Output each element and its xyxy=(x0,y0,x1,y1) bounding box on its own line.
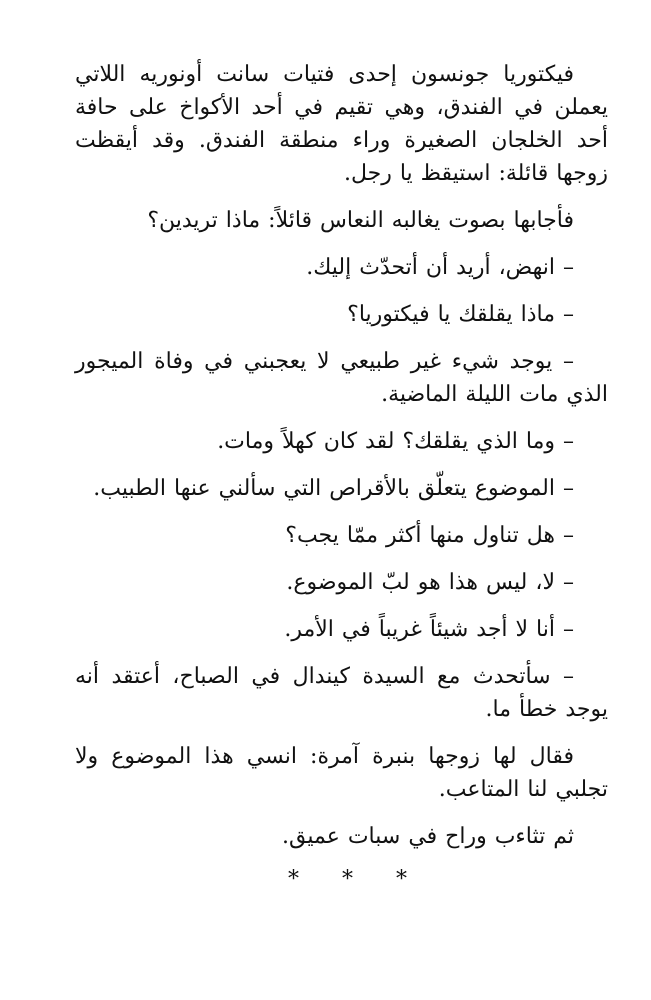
narrative-paragraph: فأجابها بصوت يغالبه النعاس قائلاً: ماذا تريدين؟ xyxy=(147,208,574,233)
dialogue-line: – وما الذي يقلقك؟ لقد كان كهلاً ومات. xyxy=(217,429,574,454)
book-page xyxy=(75,58,608,892)
dialogue-line: – ماذا يقلقك يا فيكتوريا؟ xyxy=(347,302,574,327)
narrative-paragraph: ثم تثاءب وراح في سبات عميق. xyxy=(282,824,574,849)
narrative-paragraph: فيكتوريا جونسون إحدى فتيات سانت أونوريه اللاتي يعملن في الفندق، وهي تقيم في أحد الأكواخ على حافة أحد الخلجان الصغيرة وراء منطقة الفندق. وقد أيقظت زوجها قائلة: استيقظ يا رجل. xyxy=(75,62,608,186)
narrative-paragraph: فقال لها زوجها بنبرة آمرة: انسي هذا الموضوع ولا تجلبي لنا المتاعب. xyxy=(75,744,608,802)
dialogue-line: – الموضوع يتعلّق بالأقراص التي سألني عنها الطبيب. xyxy=(93,476,574,501)
section-separator: * * * xyxy=(288,867,425,892)
dialogue-line: – أنا لا أجد شيئاً غريباً في الأمر. xyxy=(284,617,574,642)
dialogue-line: – سأتحدث مع السيدة كيندال في الصباح، أعتقد أنه يوجد خطأ ما. xyxy=(75,664,608,722)
dialogue-line: – لا، ليس هذا هو لبّ الموضوع. xyxy=(286,570,574,595)
dialogue-line: – انهض، أريد أن أتحدّث إليك. xyxy=(306,255,574,280)
dialogue-line: – هل تناول منها أكثر ممّا يجب؟ xyxy=(285,523,574,548)
dialogue-line: – يوجد شيء غير طبيعي لا يعجبني في وفاة الميجور الذي مات الليلة الماضية. xyxy=(75,349,608,407)
